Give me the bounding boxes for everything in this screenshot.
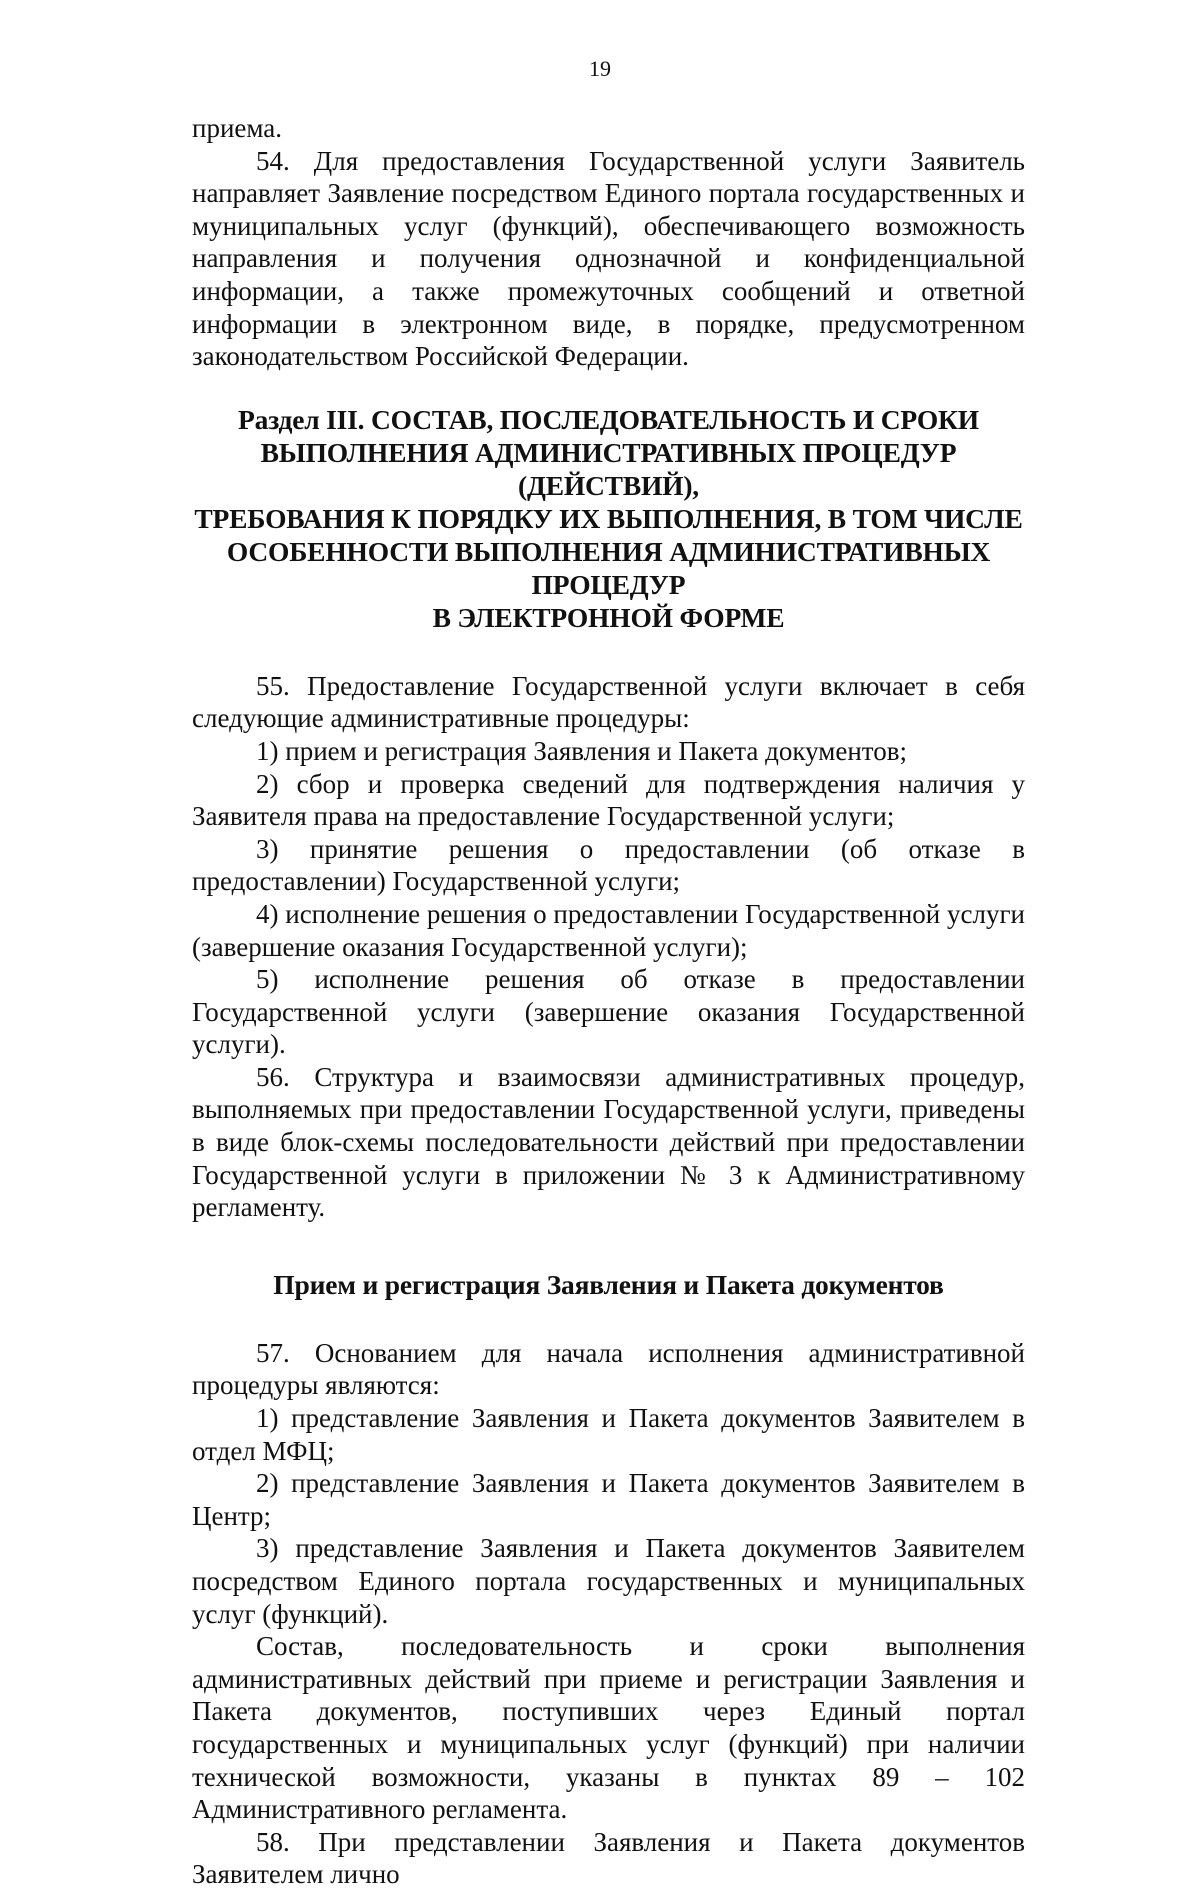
list-item: 2) представление Заявления и Пакета документов Заявителем в Центр;	[192, 1468, 1025, 1531]
section-heading-line: ВЫПОЛНЕНИЯ АДМИНИСТРАТИВНЫХ ПРОЦЕДУР (ДЕЙСТВИЙ),	[260, 436, 957, 501]
paragraph-55: 55. Предоставление Государственной услуги включает в себя следующие административные процедуры:	[192, 670, 1025, 734]
list-item: 3) представление Заявления и Пакета документов Заявителем посредством Единого портала государственных и муниципальных услуг (функций).	[192, 1533, 1025, 1629]
spacer	[192, 634, 1025, 670]
list-item: 2) сбор и проверка сведений для подтверждения наличия у Заявителя права на предоставление Государственной услуги;	[192, 768, 1025, 832]
page-number: 19	[589, 56, 611, 81]
paragraph-56: 56. Структура и взаимосвязи административных процедур, выполняемых при предоставлении Государственной услуги, приведены в виде блок-схемы последовательности действий при предоставлении Государственной услуги в приложении № 3 к Административному регламенту.	[192, 1061, 1025, 1223]
list-item: 1) представление Заявления и Пакета документов Заявителем в отдел МФЦ;	[192, 1403, 1025, 1466]
section-heading-line: ТРЕБОВАНИЯ К ПОРЯДКУ ИХ ВЫПОЛНЕНИЯ, В ТОМ ЧИСЛЕ	[194, 502, 1023, 534]
paragraph-58: 58. При представлении Заявления и Пакета документов Заявителем лично	[192, 1826, 1025, 1890]
section-heading-line: ОСОБЕННОСТИ ВЫПОЛНЕНИЯ АДМИНИСТРАТИВНЫХ ПРОЦЕДУР	[226, 535, 991, 600]
list-item: 1) прием и регистрация Заявления и Пакета документов;	[256, 735, 907, 766]
list-item: 3) принятие решения о предоставлении (об отказе в предоставлении) Государственной услуги;	[192, 833, 1025, 897]
document-body	[192, 112, 1025, 1891]
list-item: 4) исполнение решения о предоставлении Государственной услуги (завершение оказания Государственной услуги);	[192, 898, 1025, 962]
paragraph-57: 57. Основанием для начала исполнения административной процедуры являются:	[192, 1337, 1025, 1401]
section-heading-line: Раздел III. СОСТАВ, ПОСЛЕДОВАТЕЛЬНОСТЬ И СРОКИ	[238, 403, 979, 435]
subsection-heading: Прием и регистрация Заявления и Пакета документов	[273, 1268, 944, 1300]
spacer	[192, 1301, 1025, 1337]
paragraph: Состав, последовательность и сроки выполнения административных действий при приеме и регистрации Заявления и Пакета документов, поступивших через Единый портал государственных и муниципальных услуг (функций) при наличии технической возможности, указаны в пунктах 89 – 102 Административного регламента.	[192, 1631, 1025, 1825]
paragraph: приема.	[192, 113, 283, 143]
list-item: 5) исполнение решения об отказе в предоставлении Государственной услуги (завершение оказания Государственной услуги).	[192, 964, 1025, 1060]
paragraph-54: 54. Для предоставления Государственной услуги Заявитель направляет Заявление посредством Единого портала государственных и муниципальных услуг (функций), обеспечивающего возможность направления и получения однозначной и конфиденциальной информации, а также промежуточных сообщений и ответной информации в электронном виде, в порядке, предусмотренном законодательством Российской Федерации.	[192, 145, 1025, 372]
section-heading	[172, 403, 1045, 634]
section-heading-line: В ЭЛЕКТРОННОЙ ФОРМЕ	[432, 601, 785, 633]
